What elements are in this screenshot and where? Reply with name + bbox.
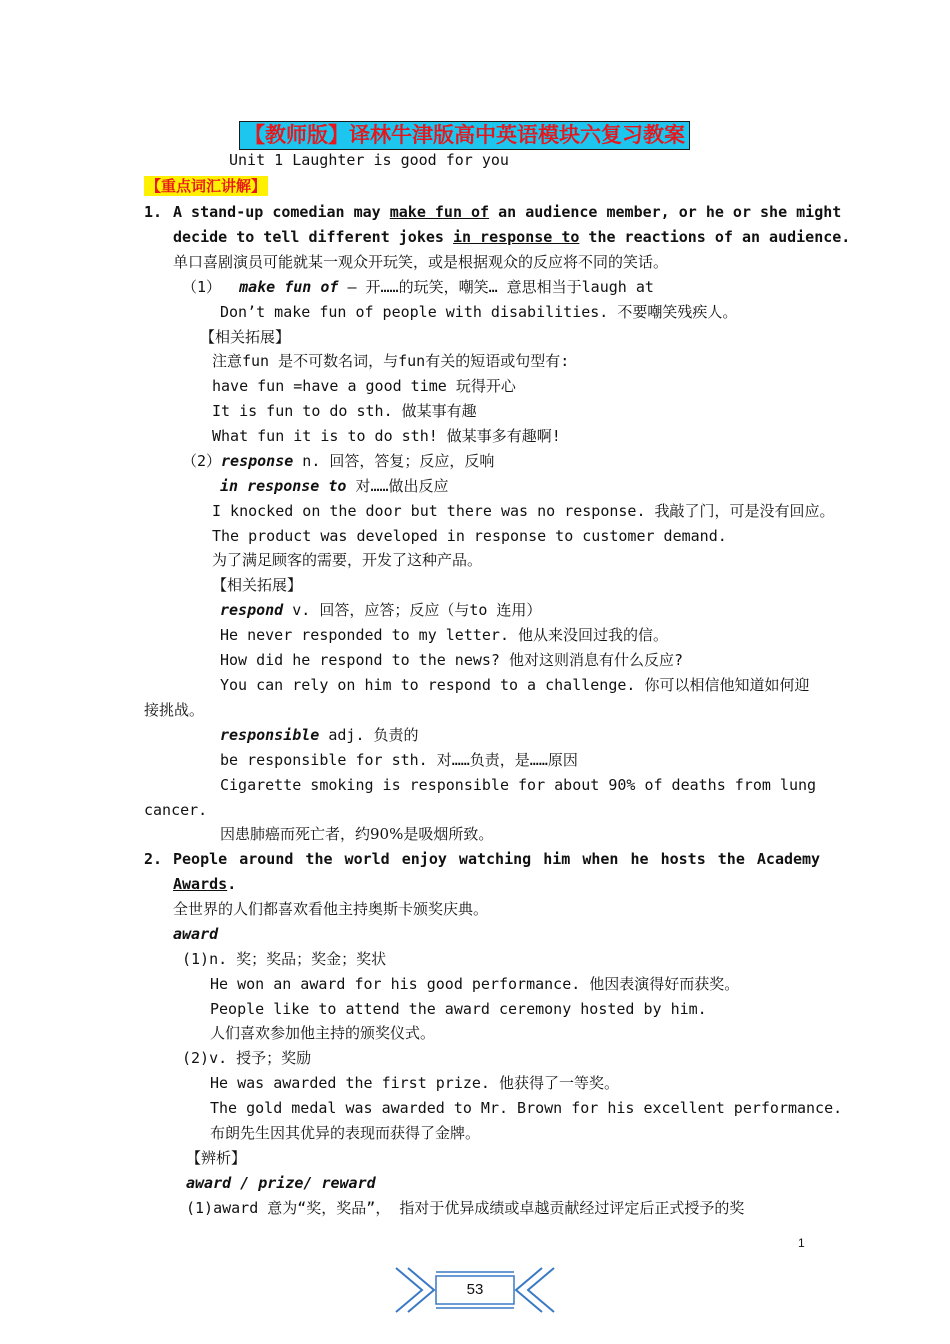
chinese-translation: 全世界的人们都喜欢看他主持奥斯卡颁奖庆典。 bbox=[173, 900, 489, 918]
unit-subtitle: Unit 1 Laughter is good for you bbox=[229, 151, 509, 169]
example-sentence: The product was developed in response to customer demand. bbox=[212, 527, 727, 545]
sentence-line bbox=[173, 227, 850, 247]
example-sentence: How did he respond to the news? 他对这则消息有什么反应? bbox=[220, 651, 684, 669]
vocab-term: award bbox=[173, 925, 219, 943]
definition: v. 回答，应答；反应（与to 连用） bbox=[283, 601, 542, 619]
extension-line: What fun it is to do sth! 做某事多有趣啊! bbox=[212, 427, 561, 445]
vocab-phrase: in response to bbox=[220, 477, 347, 495]
point-label: （1） bbox=[182, 278, 222, 296]
point-label: （2） bbox=[182, 452, 222, 470]
sentence-line: People around the world enjoy watching him when he hosts the Academy bbox=[173, 850, 821, 868]
vocab-line bbox=[220, 600, 541, 620]
extension-line: 注意fun 是不可数名词，与fun有关的短语或句型有: bbox=[212, 352, 570, 370]
text-segment: an audience member, or he or she might bbox=[489, 203, 842, 221]
vocab-term: responsible bbox=[220, 726, 320, 744]
sentence-line bbox=[173, 202, 841, 222]
example-sentence-wrap: 接挑战。 bbox=[144, 701, 205, 719]
text-segment: . bbox=[227, 875, 237, 893]
point-line bbox=[182, 451, 494, 471]
sense-label: (2)v. 授予；奖励 bbox=[182, 1049, 312, 1067]
extension-line: have fun =have a good time 玩得开心 bbox=[212, 377, 516, 395]
example-sentence: People like to attend the award ceremony hosted by him. bbox=[210, 1000, 707, 1018]
example-sentence: He won an award for his good performance. 他因表演得好而获奖。 bbox=[210, 975, 740, 993]
sense-label: (1)n. 奖；奖品；奖金；奖状 bbox=[182, 950, 387, 968]
text-segment: the reactions of an audience. bbox=[579, 228, 851, 246]
extension-label: 【相关拓展】 bbox=[212, 576, 303, 594]
text-segment: decide to tell different jokes bbox=[173, 228, 453, 246]
badge-number: 53 bbox=[466, 1281, 484, 1298]
chinese-translation: 因患肺癌而死亡者，约90%是吸烟所致。 bbox=[220, 825, 494, 843]
example-sentence: You can rely on him to respond to a challenge. 你可以相信他知道如何迎 bbox=[220, 676, 810, 694]
definition: 对……做出反应 bbox=[346, 477, 449, 495]
sentence-line bbox=[173, 874, 236, 894]
underlined-phrase: in response to bbox=[452, 228, 580, 246]
definition: adj. 负责的 bbox=[319, 726, 419, 744]
example-sentence: be responsible for sth. 对……负责，是……原因 bbox=[220, 751, 578, 769]
example-sentence: Don’t make fun of people with disabilities. 不要嘲笑残疾人。 bbox=[220, 303, 738, 321]
chinese-translation: 单口喜剧演员可能就某一观众开玩笑，或是根据观众的反应将不同的笑话。 bbox=[173, 253, 669, 271]
page-badge bbox=[392, 1262, 558, 1318]
example-sentence-wrap: cancer. bbox=[144, 801, 208, 819]
page-number: 1 bbox=[798, 1236, 805, 1250]
point-line bbox=[182, 277, 654, 297]
vocab-term: respond bbox=[220, 601, 284, 619]
example-sentence: The gold medal was awarded to Mr. Brown for his excellent performance. bbox=[210, 1099, 843, 1117]
item-number: 2. bbox=[144, 850, 163, 868]
underlined-phrase: Awards bbox=[173, 875, 228, 893]
definition: n. 回答，答复；反应，反响 bbox=[293, 452, 495, 470]
example-sentence: He was awarded the first prize. 他获得了一等奖。 bbox=[210, 1074, 619, 1092]
underlined-phrase: make fun of bbox=[389, 203, 490, 221]
page-title: 【教师版】译林牛津版高中英语模块六复习教案 bbox=[240, 122, 689, 149]
vocab-line bbox=[220, 725, 419, 745]
extension-label: 【相关拓展】 bbox=[200, 328, 291, 346]
analysis-terms: award / prize/ reward bbox=[186, 1174, 376, 1192]
chinese-translation: 为了满足顾客的需要，开发了这种产品。 bbox=[212, 551, 483, 569]
example-sentence: I knocked on the door but there was no response. 我敲了门，可是没有回应。 bbox=[212, 502, 835, 520]
vocab-term: response bbox=[221, 452, 294, 470]
vocab-term: make fun of bbox=[239, 278, 339, 296]
chinese-translation: 人们喜欢参加他主持的颁奖仪式。 bbox=[210, 1024, 436, 1042]
text-segment: A stand-up comedian may bbox=[173, 203, 390, 221]
example-sentence: Cigarette smoking is responsible for about 90% of deaths from lung bbox=[220, 776, 817, 794]
extension-line: It is fun to do sth. 做某事有趣 bbox=[212, 402, 477, 420]
analysis-label: 【辨析】 bbox=[186, 1149, 247, 1167]
phrase-line bbox=[220, 476, 449, 496]
analysis-text: (1)award 意为“奖，奖品”， 指对于优异成绩或卓越贡献经过评定后正式授予的奖 bbox=[186, 1199, 745, 1217]
chinese-translation: 布朗先生因其优异的表现而获得了金牌。 bbox=[210, 1124, 481, 1142]
definition: – 开……的玩笑，嘲笑… 意思相当于laugh at bbox=[338, 278, 654, 296]
example-sentence: He never responded to my letter. 他从来没回过我的信。 bbox=[220, 626, 669, 644]
section-tag: 【重点词汇讲解】 bbox=[146, 177, 267, 195]
item-number: 1. bbox=[144, 203, 163, 221]
